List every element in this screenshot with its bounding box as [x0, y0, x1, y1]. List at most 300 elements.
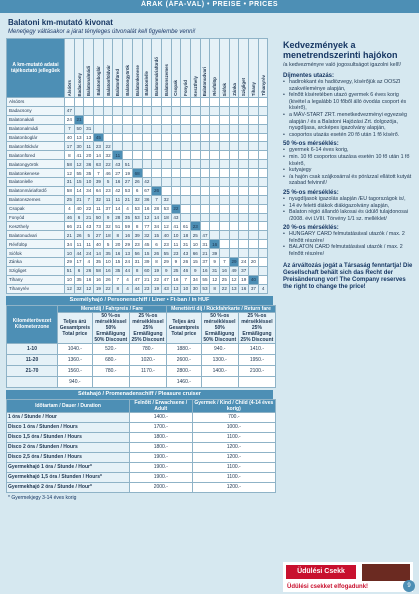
distance-cell	[249, 195, 259, 204]
distance-cell: 43	[171, 213, 181, 222]
column-header	[229, 39, 239, 98]
distance-cell	[171, 124, 181, 133]
distance-cell	[258, 124, 268, 133]
distance-cell	[258, 160, 268, 169]
distance-cell	[229, 195, 239, 204]
distance-cell: 66	[190, 249, 200, 258]
distance-cell	[229, 186, 239, 195]
distance-cell	[142, 124, 152, 133]
distance-cell	[171, 169, 181, 178]
distance-cell: 66	[65, 222, 75, 231]
distance-cell	[123, 115, 133, 124]
distance-cell	[200, 186, 210, 195]
distance-cell	[210, 142, 220, 151]
distance-cell	[74, 98, 84, 107]
distance-cell: 8	[113, 231, 123, 240]
distance-cell	[220, 169, 230, 178]
distance-cell	[132, 160, 142, 169]
distance-cell	[258, 115, 268, 124]
distance-cell: 40	[74, 204, 84, 213]
personal-price-table	[6, 305, 276, 388]
distance-cell	[220, 231, 230, 240]
column-header	[142, 39, 152, 98]
distance-cell: 16	[220, 266, 230, 275]
distance-cell	[94, 115, 104, 124]
distance-cell: 20	[249, 258, 259, 267]
matrix-row	[7, 204, 268, 213]
column-header	[200, 39, 210, 98]
distance-cell: 50	[74, 124, 84, 133]
distance-cell: 31	[210, 266, 220, 275]
distance-cell	[258, 258, 268, 267]
column-header	[152, 39, 162, 98]
distance-cell: 23	[171, 249, 181, 258]
matrix-row	[7, 275, 268, 284]
distance-cell	[258, 231, 268, 240]
distance-cell: 29	[229, 258, 239, 267]
distance-cell: 23	[132, 240, 142, 249]
distance-cell: 53	[200, 284, 210, 293]
distance-cell	[258, 186, 268, 195]
distance-cell: 4	[123, 284, 133, 293]
distance-cell	[210, 106, 220, 115]
distance-cell: 10	[181, 284, 191, 293]
distance-cell	[161, 142, 171, 151]
discount-20-title: 20 %-os mérséklés:	[283, 225, 339, 232]
matrix-row	[7, 124, 268, 133]
distance-cell	[229, 240, 239, 249]
matrix-row	[7, 266, 268, 275]
adult-price-cell: 1800.-	[130, 442, 193, 452]
distance-cell	[152, 106, 162, 115]
child-header: Gyermek / Kind / Child (4-14 éves korig)	[192, 399, 275, 412]
distance-cell: 7	[84, 195, 94, 204]
column-label: Balatongyörök	[124, 65, 130, 96]
distance-cell	[210, 169, 220, 178]
distance-cell: 51	[65, 266, 75, 275]
distance-cell: 27	[94, 231, 104, 240]
distance-cell: 16	[200, 266, 210, 275]
distance-cell: 16	[142, 204, 152, 213]
distance-cell: 36	[84, 160, 94, 169]
column-label: Balatonszemes	[163, 64, 169, 96]
distance-cell: 34	[152, 222, 162, 231]
column-label: Balatonalmádi	[86, 65, 92, 96]
distance-cell: 16	[84, 275, 94, 284]
distance-cell	[200, 160, 210, 169]
distance-cell: 44	[74, 249, 84, 258]
distance-cell: 14	[152, 213, 162, 222]
column-label: Zánka	[231, 83, 237, 96]
km-matrix	[6, 38, 268, 294]
distance-cell: 30	[74, 142, 84, 151]
distance-cell: 11	[84, 240, 94, 249]
holiday-voucher-ad	[283, 562, 413, 592]
distance-cell: 19	[239, 275, 249, 284]
distance-cell	[258, 240, 268, 249]
distance-cell: 55	[161, 249, 171, 258]
distance-cell: 15	[142, 249, 152, 258]
distance-cell	[161, 115, 171, 124]
distance-cell	[181, 195, 191, 204]
distance-cell: 25	[171, 266, 181, 275]
header-title: ÁRAK (ÁFA-VAL) • PREISE • PRICES	[140, 1, 279, 8]
distance-cell	[220, 98, 230, 107]
distance-cell: 61	[181, 222, 191, 231]
distance-cell: 35	[84, 169, 94, 178]
distance-cell: 17	[74, 258, 84, 267]
matrix-row	[7, 231, 268, 240]
child-price-cell: 700.-	[192, 412, 275, 422]
matrix-corner-note: A km-mutató adatai tájékoztató jellegűek	[7, 39, 65, 98]
distance-cell: 39	[132, 231, 142, 240]
distance-cell	[200, 204, 210, 213]
distance-cell	[123, 98, 133, 107]
distance-cell: 26	[84, 266, 94, 275]
distance-cell	[190, 106, 200, 115]
distance-cell	[200, 195, 210, 204]
column-header	[171, 39, 181, 98]
child-price-cell: 1200.-	[192, 442, 275, 452]
distance-cell	[210, 160, 220, 169]
km-table-subtitle: Menetjegy váltásakor a járat tényleges útvonalát kell figyelembe venni!	[8, 29, 196, 35]
distance-cell	[239, 231, 249, 240]
distance-cell	[210, 124, 220, 133]
distance-cell	[239, 222, 249, 231]
distance-cell	[200, 98, 210, 107]
distance-cell: 35	[94, 258, 104, 267]
distance-cell: 51	[123, 160, 133, 169]
distance-cell: 18	[161, 213, 171, 222]
distance-cell	[181, 98, 191, 107]
distance-cell: 47	[161, 275, 171, 284]
row-label: Alsóörs	[7, 98, 65, 107]
distance-cell: 55	[74, 169, 84, 178]
distance-cell: 60	[142, 266, 152, 275]
duration-cell: Disco 1,5 óra / Stunden / Hours	[7, 432, 130, 442]
distance-cell: 10	[103, 258, 113, 267]
distance-cell: 26	[132, 178, 142, 187]
distance-cell	[210, 195, 220, 204]
distance-cell	[161, 106, 171, 115]
column-header	[103, 39, 113, 98]
row-label: Zánka	[7, 258, 65, 267]
distance-cell: 32	[94, 195, 104, 204]
distance-cell	[239, 178, 249, 187]
distance-cell	[258, 204, 268, 213]
distance-cell	[239, 213, 249, 222]
distance-cell: 7	[113, 275, 123, 284]
distance-cell	[258, 275, 268, 284]
distance-cell: 73	[94, 222, 104, 231]
distance-cell	[142, 115, 152, 124]
distance-cell	[152, 142, 162, 151]
distance-cell: 13	[74, 133, 84, 142]
column-label: Balatonfüred	[115, 68, 121, 96]
distance-cell	[65, 98, 75, 107]
distance-cell: 32	[74, 284, 84, 293]
distance-cell: 19	[123, 169, 133, 178]
free-travel-list	[283, 79, 413, 138]
row-label: Balatonboglár	[7, 133, 65, 142]
distance-cell: 8	[210, 284, 220, 293]
distance-cell: 34	[65, 240, 75, 249]
free-travel-title: Díjmentes utazás:	[283, 73, 335, 79]
distance-cell	[161, 186, 171, 195]
distance-cell	[220, 124, 230, 133]
discount-item: • nyugdíjasok igazolás alapján /EU tagországok is/,	[283, 196, 413, 203]
distance-cell	[229, 124, 239, 133]
duration-cell: Disco 2,5 óra / Stunden / Hours	[7, 452, 130, 462]
distance-cell: 19	[94, 284, 104, 293]
distance-cell: 53	[123, 186, 133, 195]
left-column	[0, 15, 279, 501]
distance-cell	[258, 106, 268, 115]
discounts-title: Kedvezmények a menetrendszerinti hajókon	[283, 40, 398, 60]
distance-cell	[152, 151, 162, 160]
ad-text: Üdülési csekket elfogadunk!	[287, 584, 369, 590]
discount-item: • BALATON CARD felmutatásával utazók / max. 2 felnőtt részére/	[283, 244, 413, 257]
column-label: Révfülöp	[212, 77, 218, 96]
distance-cell: 6	[74, 266, 84, 275]
distance-cell: 4	[65, 204, 75, 213]
distance-cell: 21	[142, 275, 152, 284]
distance-cell	[249, 98, 259, 107]
distance-cell	[200, 169, 210, 178]
discount-50-header: 50 %-os mérsékléssel 50% Ermäßigung 50% Discount	[201, 312, 238, 343]
distance-cell	[210, 213, 220, 222]
distance-cell: 32	[132, 195, 142, 204]
distance-cell	[200, 213, 210, 222]
distance-cell	[123, 151, 133, 160]
distance-cell: 17	[65, 142, 75, 151]
distance-cell	[142, 133, 152, 142]
column-label: Fonyód	[183, 80, 189, 96]
distance-cell: 32	[103, 222, 113, 231]
distance-cell: 46	[103, 169, 113, 178]
distance-cell	[181, 213, 191, 222]
distance-cell	[258, 213, 268, 222]
price-cell: 1040.-	[58, 343, 93, 354]
matrix-row	[7, 213, 268, 222]
price-cell: 520.-	[92, 343, 129, 354]
distance-cell: 7	[94, 169, 104, 178]
price-cell: 780.-	[129, 343, 166, 354]
duration-cell: Gyermekhajó 2 óra / Stunde / Hour*	[7, 482, 130, 492]
distance-cell: 12	[65, 169, 75, 178]
distance-cell	[249, 231, 259, 240]
distance-cell: 37	[200, 258, 210, 267]
distance-cell: 35	[103, 249, 113, 258]
distance-cell	[200, 151, 210, 160]
distance-cell	[132, 115, 142, 124]
distance-cell: 9	[210, 258, 220, 267]
column-header	[94, 39, 104, 98]
distance-cell	[181, 178, 191, 187]
distance-cell: 12	[210, 275, 220, 284]
distance-cell: 22	[103, 142, 113, 151]
discount-sidebar	[283, 40, 413, 291]
distance-cell: 40	[94, 240, 104, 249]
distance-cell	[190, 178, 200, 187]
distance-cell	[171, 115, 181, 124]
distance-cell: 9	[190, 266, 200, 275]
distance-cell	[249, 160, 259, 169]
distance-cell	[94, 98, 104, 107]
distance-cell	[113, 98, 123, 107]
distance-cell: 34	[190, 275, 200, 284]
distance-cell: 15	[113, 258, 123, 267]
distance-cell	[123, 142, 133, 151]
distance-cell	[152, 115, 162, 124]
column-header	[74, 39, 84, 98]
distance-cell	[181, 169, 191, 178]
matrix-row	[7, 249, 268, 258]
distance-cell	[220, 178, 230, 187]
distance-cell: 10	[65, 249, 75, 258]
row-label: Tihanyrév	[7, 284, 65, 293]
distance-cell: 43	[84, 222, 94, 231]
discount-50-list	[283, 147, 413, 187]
distance-cell: 4	[123, 275, 133, 284]
distance-cell	[181, 204, 191, 213]
distance-cell	[229, 142, 239, 151]
matrix-row	[7, 222, 268, 231]
distance-cell: 20	[113, 240, 123, 249]
distance-cell: 13	[171, 284, 181, 293]
discount-item: • /a hajón csak szájkosárral és pórázzal ellátott kutyát szabad felvinni!/	[283, 174, 413, 187]
distance-cell	[220, 195, 230, 204]
distance-cell	[210, 133, 220, 142]
distance-cell	[94, 124, 104, 133]
distance-cell	[190, 115, 200, 124]
price-cell: 1560.-	[58, 365, 93, 376]
adult-price-cell: 2000.-	[130, 482, 193, 492]
row-label: Balatonfüred	[7, 151, 65, 160]
distance-cell	[132, 151, 142, 160]
distance-cell	[103, 124, 113, 133]
distance-cell	[220, 160, 230, 169]
price-cell: 780.-	[92, 365, 129, 376]
distance-cell: 5	[103, 178, 113, 187]
distance-cell: 11	[113, 195, 123, 204]
row-label: Tihany	[7, 275, 65, 284]
adult-price-cell: 1900.-	[130, 452, 193, 462]
duration-cell: 1 óra / Stunde / Hour	[7, 412, 130, 422]
distance-cell	[200, 115, 210, 124]
child-price-cell: 1100.-	[192, 432, 275, 442]
column-label: Balatonmáriafürdő	[154, 56, 160, 96]
distance-cell: 12	[161, 222, 171, 231]
duration-cell: Gyermekhajó 1,5 óra / Stunden / Hours*	[7, 472, 130, 482]
distance-cell: 55	[200, 275, 210, 284]
price-cell: 1400.-	[201, 365, 238, 376]
distance-cell: 45	[94, 133, 104, 142]
distance-cell: 53	[161, 204, 171, 213]
discount-item: • gyermek 6-14 éves korig,	[283, 147, 413, 154]
distance-cell	[210, 204, 220, 213]
distance-cell: 50	[94, 213, 104, 222]
discount-25-title: 25 %-os mérséklés:	[283, 189, 339, 196]
matrix-row	[7, 106, 268, 115]
discount-item: • felnőtt kíséretében utazó gyermek 6 éves korig (kivétel a legalább 10 főből álló óvodás csoport és kísérő),	[283, 92, 413, 112]
child-price-cell: 1100.-	[192, 462, 275, 472]
discount-item: • hadirokkant és hadiözvegy, kísérőjük az OOSZI szakvéleménye alapján,	[283, 79, 413, 92]
cruise-row	[7, 462, 276, 472]
distance-cell: 15	[74, 178, 84, 187]
distance-cell: 31	[84, 124, 94, 133]
distance-cell	[249, 249, 259, 258]
distance-cell	[171, 178, 181, 187]
distance-cell	[239, 249, 249, 258]
distance-cell: 26	[103, 275, 113, 284]
discount-item: • 14 év feletti diákok diákigazolvány alapján,	[283, 203, 413, 210]
column-label: Balatonföldvár	[105, 65, 111, 96]
matrix-row	[7, 195, 268, 204]
distance-cell: 22	[171, 204, 181, 213]
distance-cell: 20	[84, 151, 94, 160]
distance-cell	[258, 249, 268, 258]
column-header	[220, 39, 230, 98]
distance-cell: 19	[152, 284, 162, 293]
row-label: Balatonudvari	[7, 231, 65, 240]
distance-cell	[249, 133, 259, 142]
distance-cell: 26	[74, 231, 84, 240]
matrix-row	[7, 133, 268, 142]
column-header	[161, 39, 171, 98]
distance-cell	[220, 240, 230, 249]
distance-cell	[161, 178, 171, 187]
zone-cell: 11-20	[7, 354, 58, 365]
distance-cell: 67	[142, 186, 152, 195]
distance-cell	[74, 106, 84, 115]
distance-cell	[181, 133, 191, 142]
distance-cell	[210, 151, 220, 160]
distance-cell	[229, 160, 239, 169]
distance-cell: 21	[74, 195, 84, 204]
matrix-row	[7, 169, 268, 178]
distance-cell	[190, 151, 200, 160]
discount-item: • Balaton régió állandó lakosai és üdülő tulajdonosai /2008. évi LVIII. Törvény 1/1 sz. melléklet/	[283, 209, 413, 222]
distance-cell: 14	[74, 186, 84, 195]
distance-cell: 46	[181, 266, 191, 275]
distance-cell	[181, 124, 191, 133]
child-price-cell: 1100.-	[192, 472, 275, 482]
distance-cell	[161, 98, 171, 107]
column-label: Balatonlelle	[144, 71, 150, 96]
distance-cell: 9	[171, 258, 181, 267]
distance-cell	[171, 133, 181, 142]
row-label: Balatonmáriafürdő	[7, 186, 65, 195]
distance-cell	[113, 115, 123, 124]
row-label: Balatonszemes	[7, 195, 65, 204]
cruise-row	[7, 412, 276, 422]
distance-cell	[123, 133, 133, 142]
distance-cell: 42	[113, 186, 123, 195]
distance-cell: 26	[152, 249, 162, 258]
walk-title: Sétahajó / Promenadenschiff / Pleasure cruiser	[6, 390, 273, 399]
distance-cell	[249, 115, 259, 124]
distance-cell: 23	[161, 240, 171, 249]
distance-cell: 37	[249, 284, 259, 293]
cruise-row	[7, 422, 276, 432]
distance-cell: 23	[190, 222, 200, 231]
distance-cell	[239, 195, 249, 204]
distance-cell	[190, 133, 200, 142]
distance-cell	[258, 142, 268, 151]
column-header	[181, 39, 191, 98]
distance-cell: 4	[84, 258, 94, 267]
